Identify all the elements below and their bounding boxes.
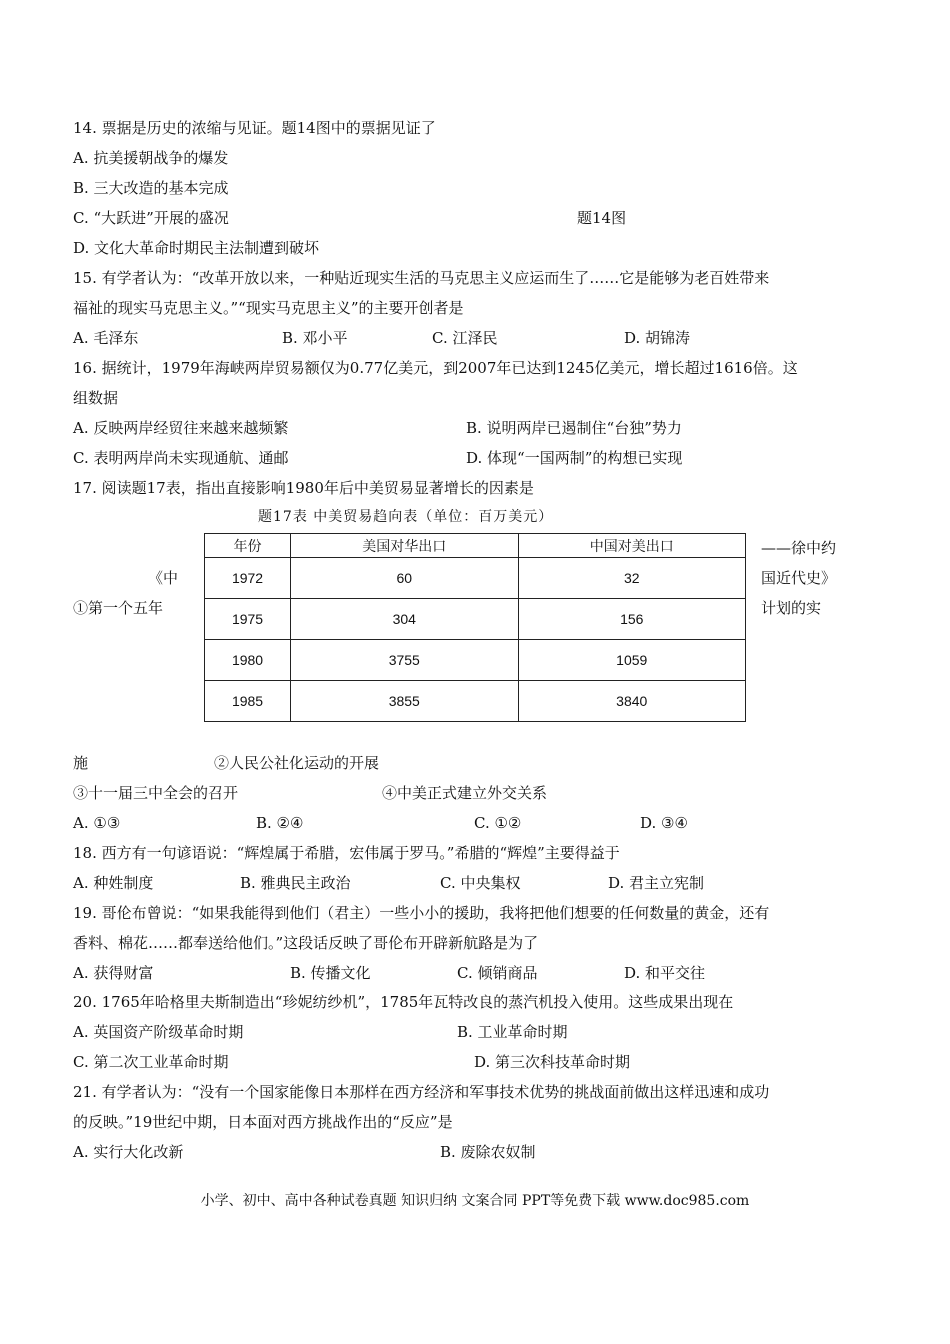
q21-option-b: B. 废除农奴制 — [440, 1143, 536, 1161]
table-row — [205, 640, 746, 681]
q15-option-b: B. 邓小平 — [282, 329, 348, 347]
q19-option-b: B. 传播文化 — [290, 964, 371, 982]
q20-stem: 20. 1765年哈格里夫斯制造出“珍妮纺纱机”，1785年瓦特改良的蒸汽机投入使用。这些成果出现在 — [73, 993, 734, 1011]
q18-stem: 18. 西方有一句谚语说：“辉煌属于希腊，宏伟属于罗马。”希腊的“辉煌”主要得益于 — [73, 844, 620, 862]
cell-china-export: 156 — [518, 599, 745, 640]
cell-us-export: 3855 — [291, 681, 518, 722]
q14-figure-label: 题14图 — [577, 209, 627, 227]
q15-stem-line2: 福祉的现实马克思主义。”“现实马克思主义”的主要开创者是 — [73, 299, 464, 317]
q17-opt4: ④中美正式建立外交关系 — [382, 784, 548, 802]
page-footer: 小学、初中、高中各种试卷真题 知识归纳 文案合同 PPT等免费下载 www.doc985.com — [200, 1193, 750, 1209]
cell-us-export: 3755 — [291, 640, 518, 681]
q17-table-caption: 题17表 中美贸易趋向表（单位：百万美元） — [258, 509, 554, 525]
q15-stem-line1: 15. 有学者认为：“改革开放以来，一种贴近现实生活的马克思主义应运而生了……它是能够为老百姓带来 — [73, 269, 770, 287]
q16-option-c: C. 表明两岸尚未实现通航、通邮 — [73, 449, 289, 467]
q14-option-c: C. “大跃进”开展的盛况 — [73, 209, 229, 227]
cell-china-export: 3840 — [518, 681, 745, 722]
q18-option-b: B. 雅典民主政治 — [240, 874, 351, 892]
trade-table — [204, 533, 746, 722]
q16-stem-line1: 16. 据统计，1979年海峡两岸贸易额仅为0.77亿美元，到2007年已达到1245亿美元，增长超过1616倍。这 — [73, 359, 798, 377]
cell-us-export: 60 — [291, 558, 518, 599]
q16-option-a: A. 反映两岸经贸往来越来越频繁 — [73, 419, 289, 437]
q17-overlap-right-1: ——徐中约 — [761, 539, 837, 557]
q21-option-a: A. 实行大化改新 — [73, 1143, 184, 1161]
q17-overlap-right-3: 计划的实 — [761, 599, 822, 617]
table-header-row — [205, 534, 746, 558]
q17-overlap-left-2: ①第一个五年 — [73, 599, 164, 617]
q17-opt3: ③十一届三中全会的召开 — [73, 784, 239, 802]
q21-stem-line2: 的反映。”19世纪中期，日本面对西方挑战作出的“反应”是 — [73, 1113, 453, 1131]
header-china-export: 中国对美出口 — [518, 534, 745, 558]
q17-opt2: ②人民公社化运动的开展 — [214, 754, 380, 772]
q17-overlap-right-2: 国近代史》 — [761, 569, 837, 587]
header-us-export: 美国对华出口 — [291, 534, 518, 558]
q19-option-a: A. 获得财富 — [73, 964, 154, 982]
q17-opt1-tail: 施 — [73, 754, 89, 772]
cell-year: 1975 — [205, 599, 291, 640]
cell-china-export: 32 — [518, 558, 745, 599]
q17-option-d: D. ③④ — [640, 814, 688, 832]
q20-option-d: D. 第三次科技革命时期 — [474, 1053, 631, 1071]
q19-option-c: C. 倾销商品 — [457, 964, 538, 982]
q14-option-a: A. 抗美援朝战争的爆发 — [73, 149, 229, 167]
q15-option-c: C. 江泽民 — [432, 329, 498, 347]
q17-stem: 17. 阅读题17表，指出直接影响1980年后中美贸易显著增长的因素是 — [73, 479, 534, 497]
q18-option-d: D. 君主立宪制 — [608, 874, 705, 892]
q19-stem-line2: 香料、棉花……都奉送给他们。”这段话反映了哥伦布开辟新航路是为了 — [73, 934, 539, 952]
q17-option-a: A. ①③ — [73, 814, 121, 832]
cell-year: 1985 — [205, 681, 291, 722]
cell-us-export: 304 — [291, 599, 518, 640]
q14-option-d: D. 文化大革命时期民主法制遭到破坏 — [73, 239, 320, 257]
q20-option-a: A. 英国资产阶级革命时期 — [73, 1023, 244, 1041]
header-year: 年份 — [205, 534, 291, 558]
q16-stem-line2: 组数据 — [73, 389, 119, 407]
q16-option-d: D. 体现“一国两制”的构想已实现 — [466, 449, 683, 467]
table-row — [205, 558, 746, 599]
q15-option-a: A. 毛泽东 — [73, 329, 139, 347]
cell-year: 1972 — [205, 558, 291, 599]
table-row — [205, 681, 746, 722]
q15-option-d: D. 胡锦涛 — [624, 329, 691, 347]
q14-stem: 14. 票据是历史的浓缩与见证。题14图中的票据见证了 — [73, 119, 436, 137]
cell-china-export: 1059 — [518, 640, 745, 681]
q21-stem-line1: 21. 有学者认为：“没有一个国家能像日本那样在西方经济和军事技术优势的挑战面前做出这样迅速和成功 — [73, 1083, 770, 1101]
table-row — [205, 599, 746, 640]
q17-option-c: C. ①② — [474, 814, 522, 832]
cell-year: 1980 — [205, 640, 291, 681]
q19-option-d: D. 和平交往 — [624, 964, 706, 982]
q17-option-b: B. ②④ — [256, 814, 304, 832]
q18-option-a: A. 种姓制度 — [73, 874, 154, 892]
q20-option-b: B. 工业革命时期 — [457, 1023, 568, 1041]
q16-option-b: B. 说明两岸已遏制住“台独”势力 — [466, 419, 682, 437]
q20-option-c: C. 第二次工业革命时期 — [73, 1053, 229, 1071]
q18-option-c: C. 中央集权 — [440, 874, 521, 892]
q14-option-b: B. 三大改造的基本完成 — [73, 179, 229, 197]
q19-stem-line1: 19. 哥伦布曾说：“如果我能得到他们（君主）一些小小的援助，我将把他们想要的任何数量的黄金，还有 — [73, 904, 770, 922]
q17-overlap-left-1: 《中 — [148, 569, 179, 587]
